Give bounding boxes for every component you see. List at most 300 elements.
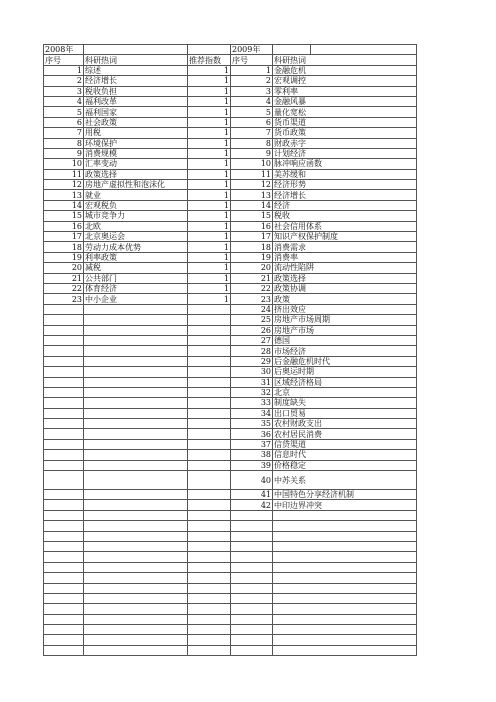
empty-cell bbox=[188, 490, 231, 500]
right-row-index: 12 bbox=[231, 180, 273, 190]
right-row-term: 中国特色分享经济机制 bbox=[273, 490, 417, 500]
empty-cell bbox=[84, 439, 188, 449]
right-row-term: 税收 bbox=[273, 211, 417, 221]
empty-cell bbox=[188, 645, 231, 655]
right-row-term: 货币渠道 bbox=[273, 117, 417, 127]
table-row bbox=[44, 645, 417, 655]
left-row-index: 9 bbox=[44, 148, 84, 158]
left-row-score: 1 bbox=[188, 190, 231, 200]
right-row-index: 38 bbox=[231, 450, 273, 460]
empty-cell bbox=[188, 325, 231, 335]
right-row-term: 政策 bbox=[273, 294, 417, 304]
table-row bbox=[44, 180, 417, 190]
table-row bbox=[44, 294, 417, 304]
empty-cell bbox=[44, 439, 84, 449]
table-row bbox=[44, 562, 417, 572]
empty-cell bbox=[188, 614, 231, 624]
right-row-term: 宏观调控 bbox=[273, 76, 417, 86]
empty-cell bbox=[188, 510, 231, 520]
left-row-index: 23 bbox=[44, 294, 84, 304]
left-row-index: 2 bbox=[44, 76, 84, 86]
empty-cell bbox=[44, 531, 84, 541]
empty-cell bbox=[84, 315, 188, 325]
empty-cell bbox=[231, 573, 273, 583]
table-row bbox=[44, 398, 417, 408]
empty-cell bbox=[188, 604, 231, 614]
empty-cell bbox=[44, 460, 84, 470]
table-row bbox=[44, 190, 417, 200]
right-row-index: 10 bbox=[231, 159, 273, 169]
empty-cell bbox=[84, 325, 188, 335]
empty-cell bbox=[84, 593, 188, 603]
empty-cell bbox=[84, 429, 188, 439]
right-row-term: 财政赤字 bbox=[273, 138, 417, 148]
right-row-index: 6 bbox=[231, 117, 273, 127]
empty-cell bbox=[231, 593, 273, 603]
left-row-index: 12 bbox=[44, 180, 84, 190]
table-row bbox=[44, 76, 417, 86]
empty-cell bbox=[231, 541, 273, 551]
right-row-term: 消费需求 bbox=[273, 242, 417, 252]
empty-cell bbox=[84, 552, 188, 562]
empty-cell bbox=[84, 490, 188, 500]
empty-cell bbox=[188, 471, 231, 490]
right-row-index: 39 bbox=[231, 460, 273, 470]
left-row-score: 1 bbox=[188, 65, 231, 75]
empty-cell bbox=[84, 625, 188, 635]
table-row bbox=[44, 263, 417, 273]
empty-cell bbox=[84, 419, 188, 429]
empty-cell bbox=[273, 541, 417, 551]
empty-cell bbox=[231, 521, 273, 531]
right-row-index: 32 bbox=[231, 387, 273, 397]
left-row-index: 19 bbox=[44, 252, 84, 262]
table-row bbox=[44, 107, 417, 117]
table-row bbox=[44, 614, 417, 624]
left-row-term: 福利改革 bbox=[84, 96, 188, 106]
empty-cell bbox=[84, 531, 188, 541]
empty-cell bbox=[231, 583, 273, 593]
empty-cell bbox=[84, 541, 188, 551]
table-row bbox=[44, 510, 417, 520]
left-row-score: 1 bbox=[188, 263, 231, 273]
empty-cell bbox=[231, 510, 273, 520]
right-row-index: 16 bbox=[231, 221, 273, 231]
empty-cell bbox=[188, 625, 231, 635]
right-row-index: 1 bbox=[231, 65, 273, 75]
empty-cell bbox=[44, 429, 84, 439]
empty-cell bbox=[188, 377, 231, 387]
empty-cell bbox=[231, 562, 273, 572]
left-row-term: 利率政策 bbox=[84, 252, 188, 262]
left-row-term: 公共部门 bbox=[84, 273, 188, 283]
empty-cell bbox=[231, 604, 273, 614]
empty-cell bbox=[188, 367, 231, 377]
year-row bbox=[44, 45, 417, 55]
empty-cell bbox=[188, 408, 231, 418]
right-row-index: 3 bbox=[231, 86, 273, 96]
right-row-term: 政策协调 bbox=[273, 283, 417, 293]
left-row-score: 1 bbox=[188, 148, 231, 158]
left-row-term: 劳动力成本优势 bbox=[84, 242, 188, 252]
empty-cell bbox=[44, 387, 84, 397]
left-row-term: 环境保护 bbox=[84, 138, 188, 148]
empty-cell bbox=[188, 552, 231, 562]
left-row-score: 1 bbox=[188, 294, 231, 304]
left-row-score: 1 bbox=[188, 242, 231, 252]
empty-cell bbox=[188, 439, 231, 449]
right-row-term: 区域经济格局 bbox=[273, 377, 417, 387]
left-row-index: 1 bbox=[44, 65, 84, 75]
empty-cell bbox=[273, 583, 417, 593]
left-header-idx: 序号 bbox=[44, 55, 84, 65]
left-row-index: 14 bbox=[44, 200, 84, 210]
empty-cell bbox=[273, 625, 417, 635]
table-row bbox=[44, 450, 417, 460]
right-row-term: 信息时代 bbox=[273, 450, 417, 460]
empty-cell bbox=[188, 450, 231, 460]
left-row-score: 1 bbox=[188, 128, 231, 138]
left-header-term: 科研热词 bbox=[84, 55, 188, 65]
right-row-term: 金融风暴 bbox=[273, 96, 417, 106]
left-row-score: 1 bbox=[188, 221, 231, 231]
empty-cell bbox=[44, 490, 84, 500]
empty-cell bbox=[84, 500, 188, 510]
right-row-term: 社会信用体系 bbox=[273, 221, 417, 231]
table-body bbox=[44, 45, 417, 656]
empty-cell bbox=[44, 315, 84, 325]
left-row-index: 10 bbox=[44, 159, 84, 169]
right-row-index: 20 bbox=[231, 263, 273, 273]
empty-cell bbox=[44, 500, 84, 510]
left-row-term: 汇率变动 bbox=[84, 159, 188, 169]
right-row-index: 9 bbox=[231, 148, 273, 158]
table-row bbox=[44, 439, 417, 449]
empty-cell bbox=[84, 471, 188, 490]
empty-cell bbox=[44, 335, 84, 345]
empty-cell bbox=[84, 450, 188, 460]
left-row-term: 城市竞争力 bbox=[84, 211, 188, 221]
empty-cell bbox=[188, 583, 231, 593]
table-row bbox=[44, 159, 417, 169]
table-row bbox=[44, 315, 417, 325]
empty-cell bbox=[188, 541, 231, 551]
table-row bbox=[44, 200, 417, 210]
right-row-index: 17 bbox=[231, 232, 273, 242]
empty-cell bbox=[188, 398, 231, 408]
right-row-index: 37 bbox=[231, 439, 273, 449]
left-row-index: 16 bbox=[44, 221, 84, 231]
left-row-term: 就业 bbox=[84, 190, 188, 200]
right-row-term: 出口贸易 bbox=[273, 408, 417, 418]
right-row-index: 14 bbox=[231, 200, 273, 210]
right-row-index: 2 bbox=[231, 76, 273, 86]
table-row bbox=[44, 521, 417, 531]
table-row bbox=[44, 283, 417, 293]
table-row bbox=[44, 232, 417, 242]
empty-cell bbox=[84, 346, 188, 356]
left-row-score: 1 bbox=[188, 180, 231, 190]
table-row bbox=[44, 408, 417, 418]
table-row bbox=[44, 65, 417, 75]
table-row bbox=[44, 471, 417, 490]
empty-cell bbox=[188, 419, 231, 429]
left-row-index: 18 bbox=[44, 242, 84, 252]
table-row bbox=[44, 117, 417, 127]
empty-cell bbox=[188, 304, 231, 314]
left-row-term: 减税 bbox=[84, 263, 188, 273]
keyword-table bbox=[43, 44, 417, 656]
table-row bbox=[44, 593, 417, 603]
right-row-term: 经济增长 bbox=[273, 190, 417, 200]
empty-cell bbox=[273, 645, 417, 655]
empty-cell bbox=[273, 635, 417, 645]
table-row bbox=[44, 273, 417, 283]
right-row-index: 22 bbox=[231, 283, 273, 293]
right-header-idx: 序号 bbox=[231, 55, 273, 65]
table-row bbox=[44, 252, 417, 262]
right-row-term: 后金融危机时代 bbox=[273, 356, 417, 366]
table-row bbox=[44, 490, 417, 500]
table-row bbox=[44, 387, 417, 397]
empty-cell bbox=[231, 635, 273, 645]
left-row-term: 消费规模 bbox=[84, 148, 188, 158]
left-row-term: 体育经济 bbox=[84, 283, 188, 293]
left-row-index: 3 bbox=[44, 86, 84, 96]
left-row-term: 房地产虚拟性和泡沫化 bbox=[84, 180, 188, 190]
left-row-term: 福利国家 bbox=[84, 107, 188, 117]
left-row-index: 11 bbox=[44, 169, 84, 179]
right-row-index: 40 bbox=[231, 471, 273, 490]
left-row-term: 北欧 bbox=[84, 221, 188, 231]
right-row-term: 消费率 bbox=[273, 252, 417, 262]
table-row bbox=[44, 346, 417, 356]
left-row-term: 用税 bbox=[84, 128, 188, 138]
right-row-index: 4 bbox=[231, 96, 273, 106]
left-row-term: 宏观税负 bbox=[84, 200, 188, 210]
empty-cell bbox=[44, 325, 84, 335]
empty-cell bbox=[44, 552, 84, 562]
left-row-term: 税收负担 bbox=[84, 86, 188, 96]
empty-cell bbox=[273, 562, 417, 572]
empty-cell bbox=[44, 604, 84, 614]
right-row-term: 中苏关系 bbox=[273, 471, 417, 490]
table-row bbox=[44, 169, 417, 179]
right-row-term: 经济 bbox=[273, 200, 417, 210]
empty-cell bbox=[231, 625, 273, 635]
table-row bbox=[44, 429, 417, 439]
left-row-score: 1 bbox=[188, 200, 231, 210]
table-row bbox=[44, 419, 417, 429]
empty-cell bbox=[84, 408, 188, 418]
empty-cell bbox=[84, 367, 188, 377]
empty-cell bbox=[84, 562, 188, 572]
empty-cell bbox=[84, 398, 188, 408]
empty-cell bbox=[84, 510, 188, 520]
table-row bbox=[44, 573, 417, 583]
empty-cell bbox=[44, 356, 84, 366]
left-year: 2008年 bbox=[44, 45, 84, 55]
right-row-term: 挤出效应 bbox=[273, 304, 417, 314]
left-row-term: 综述 bbox=[84, 65, 188, 75]
table-row bbox=[44, 335, 417, 345]
empty-cell bbox=[231, 531, 273, 541]
table-row bbox=[44, 377, 417, 387]
left-row-term: 北京奥运会 bbox=[84, 232, 188, 242]
empty-cell bbox=[273, 510, 417, 520]
empty-cell bbox=[273, 614, 417, 624]
right-row-term: 量化宽松 bbox=[273, 107, 417, 117]
left-row-score: 1 bbox=[188, 232, 231, 242]
right-row-term: 价格稳定 bbox=[273, 460, 417, 470]
left-row-index: 4 bbox=[44, 96, 84, 106]
empty-cell bbox=[44, 450, 84, 460]
empty-cell bbox=[84, 635, 188, 645]
right-row-index: 31 bbox=[231, 377, 273, 387]
empty-cell bbox=[84, 335, 188, 345]
right-row-index: 11 bbox=[231, 169, 273, 179]
right-row-term: 房地产市场 bbox=[273, 325, 417, 335]
right-row-term: 农村居民消费 bbox=[273, 429, 417, 439]
right-row-term: 信贷渠道 bbox=[273, 439, 417, 449]
right-row-index: 18 bbox=[231, 242, 273, 252]
empty-cell bbox=[44, 419, 84, 429]
table-row bbox=[44, 635, 417, 645]
table-row bbox=[44, 148, 417, 158]
empty-cell bbox=[188, 573, 231, 583]
empty-cell bbox=[188, 315, 231, 325]
left-row-index: 17 bbox=[44, 232, 84, 242]
empty-cell bbox=[188, 387, 231, 397]
empty-cell bbox=[231, 614, 273, 624]
table-row bbox=[44, 500, 417, 510]
right-row-term: 后奥运时期 bbox=[273, 367, 417, 377]
empty-cell bbox=[188, 346, 231, 356]
left-row-index: 15 bbox=[44, 211, 84, 221]
right-row-index: 8 bbox=[231, 138, 273, 148]
empty-cell bbox=[273, 604, 417, 614]
left-row-score: 1 bbox=[188, 117, 231, 127]
empty-cell bbox=[44, 625, 84, 635]
right-row-term: 政策选择 bbox=[273, 273, 417, 283]
table-row bbox=[44, 211, 417, 221]
left-row-index: 8 bbox=[44, 138, 84, 148]
left-row-term: 政策选择 bbox=[84, 169, 188, 179]
left-row-score: 1 bbox=[188, 273, 231, 283]
empty-cell bbox=[84, 573, 188, 583]
table-row bbox=[44, 128, 417, 138]
right-row-index: 28 bbox=[231, 346, 273, 356]
left-row-score: 1 bbox=[188, 159, 231, 169]
left-row-term: 经济增长 bbox=[84, 76, 188, 86]
left-row-index: 21 bbox=[44, 273, 84, 283]
left-row-term: 中小企业 bbox=[84, 294, 188, 304]
table-row bbox=[44, 325, 417, 335]
empty-cell bbox=[188, 635, 231, 645]
right-row-index: 41 bbox=[231, 490, 273, 500]
empty-cell bbox=[188, 429, 231, 439]
keyword-spreadsheet bbox=[43, 44, 416, 656]
empty-cell bbox=[44, 346, 84, 356]
empty-cell bbox=[44, 521, 84, 531]
left-row-index: 20 bbox=[44, 263, 84, 273]
empty-cell bbox=[273, 593, 417, 603]
left-row-score: 1 bbox=[188, 169, 231, 179]
empty-cell bbox=[84, 583, 188, 593]
right-row-term: 房地产市场周期 bbox=[273, 315, 417, 325]
empty-cell bbox=[273, 521, 417, 531]
empty-cell bbox=[231, 645, 273, 655]
left-header-score: 推荐指数 bbox=[188, 55, 231, 65]
right-row-term: 北京 bbox=[273, 387, 417, 397]
empty-cell bbox=[188, 500, 231, 510]
table-row bbox=[44, 96, 417, 106]
empty-cell bbox=[188, 356, 231, 366]
empty-cell bbox=[231, 552, 273, 562]
empty-cell bbox=[44, 304, 84, 314]
table-row bbox=[44, 304, 417, 314]
empty-cell bbox=[84, 645, 188, 655]
empty-cell bbox=[44, 377, 84, 387]
right-row-term: 计划经济 bbox=[273, 148, 417, 158]
table-row bbox=[44, 460, 417, 470]
right-row-term: 德国 bbox=[273, 335, 417, 345]
left-row-score: 1 bbox=[188, 283, 231, 293]
right-row-term: 金融危机 bbox=[273, 65, 417, 75]
empty-cell bbox=[273, 573, 417, 583]
right-row-term: 农村财政支出 bbox=[273, 419, 417, 429]
empty-cell bbox=[44, 635, 84, 645]
right-row-term: 零利率 bbox=[273, 86, 417, 96]
left-row-score: 1 bbox=[188, 252, 231, 262]
empty-cell bbox=[44, 471, 84, 490]
right-row-index: 35 bbox=[231, 419, 273, 429]
right-row-index: 19 bbox=[231, 252, 273, 262]
right-year: 2009年 bbox=[231, 45, 273, 55]
empty-cell bbox=[188, 531, 231, 541]
right-row-index: 25 bbox=[231, 315, 273, 325]
left-row-score: 1 bbox=[188, 138, 231, 148]
left-row-score: 1 bbox=[188, 86, 231, 96]
table-row bbox=[44, 221, 417, 231]
right-row-index: 29 bbox=[231, 356, 273, 366]
table-row bbox=[44, 138, 417, 148]
right-row-index: 34 bbox=[231, 408, 273, 418]
right-row-term: 中印边界冲突 bbox=[273, 500, 417, 510]
right-row-term: 美苏缓和 bbox=[273, 169, 417, 179]
right-row-index: 23 bbox=[231, 294, 273, 304]
empty-cell bbox=[44, 510, 84, 520]
empty-cell bbox=[84, 377, 188, 387]
left-row-score: 1 bbox=[188, 76, 231, 86]
empty-cell bbox=[44, 645, 84, 655]
empty-cell bbox=[44, 583, 84, 593]
table-row bbox=[44, 552, 417, 562]
table-row bbox=[44, 356, 417, 366]
empty-cell bbox=[84, 304, 188, 314]
empty-cell bbox=[84, 356, 188, 366]
table-row bbox=[44, 367, 417, 377]
left-row-index: 22 bbox=[44, 283, 84, 293]
table-row bbox=[44, 604, 417, 614]
right-row-index: 24 bbox=[231, 304, 273, 314]
right-row-index: 26 bbox=[231, 325, 273, 335]
empty-cell bbox=[188, 335, 231, 345]
right-row-index: 13 bbox=[231, 190, 273, 200]
left-row-term: 社会政策 bbox=[84, 117, 188, 127]
right-row-term: 知识产权保护制度 bbox=[273, 232, 417, 242]
right-row-term: 脉冲响应函数 bbox=[273, 159, 417, 169]
